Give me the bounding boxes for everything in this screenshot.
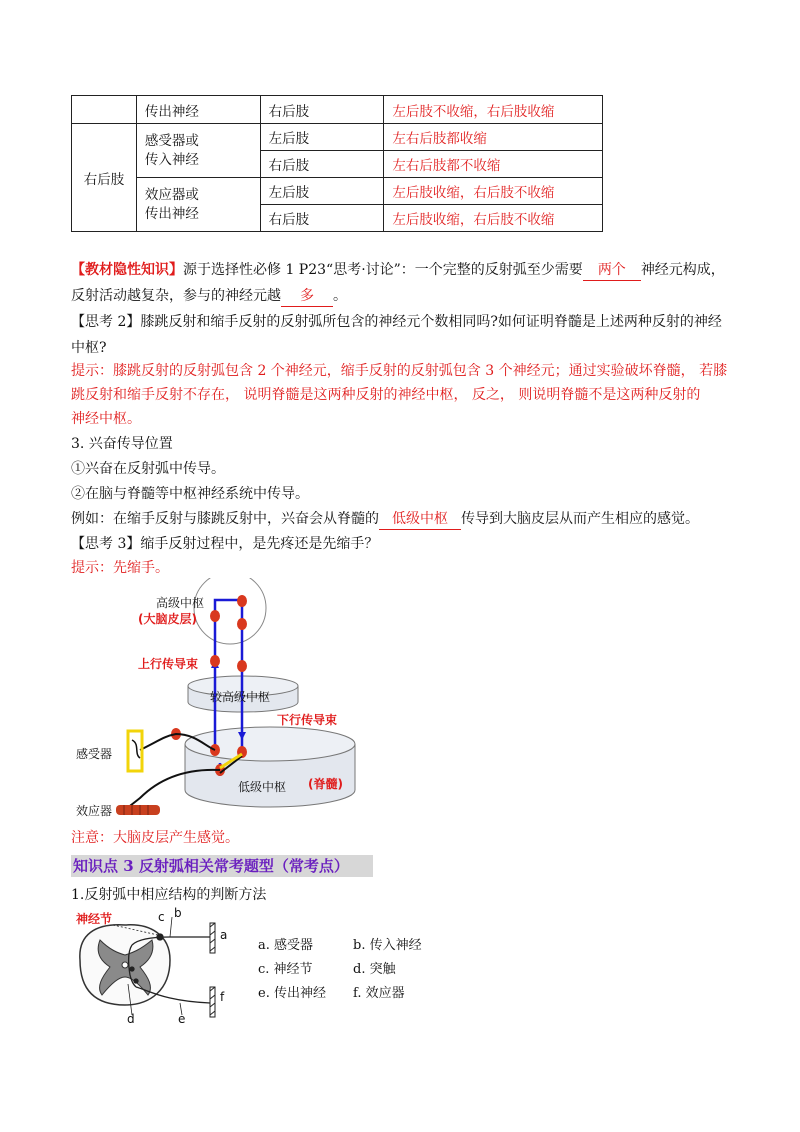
receptor-box (128, 731, 142, 771)
higher-center-label: 高级中枢 (156, 596, 205, 610)
table-cell: 右后肢 (260, 96, 384, 124)
think2-question-2: 中枢? (71, 340, 107, 356)
table-cell: 左后肢不收缩，右后肢收缩 (384, 96, 603, 124)
method-title: 1.反射弧中相应结构的判断方法 (71, 887, 267, 903)
text-span: 源于选择性必修 1 P23“思考·讨论”：一个完整的反射弧至少需要 (183, 262, 583, 278)
effector-icon (116, 805, 160, 815)
table-cell: 感受器或 传入神经 (136, 124, 260, 178)
legend-item: e. 传出神经 (258, 986, 326, 1001)
hidden-knowledge-tag: 【教材隐性知识】 (71, 262, 183, 278)
reflex-arc-diagram (70, 905, 245, 1025)
knowledge-point-banner: 知识点 3 反射弧相关常考题型（常考点） (71, 855, 373, 877)
table-cell: 右后肢 (260, 151, 384, 178)
text-span: 神经元构成， (640, 262, 725, 278)
label-a: a (220, 928, 228, 942)
legend-item: a. 感受器 (258, 938, 314, 953)
label-e: e (178, 1012, 186, 1025)
table-cell: 左后肢 (260, 124, 384, 151)
table-cell: 左右后肢都收缩 (384, 124, 603, 151)
answer-blank: 低级中枢 (379, 509, 461, 530)
think3-question: 【思考 3】缩手反射过程中，是先疼还是先缩手？ (71, 536, 379, 552)
receptor-icon (132, 740, 140, 758)
legend-item: b. 传入神经 (353, 938, 422, 953)
higher-center-circle (194, 578, 266, 644)
neural-pathway-diagram (70, 578, 360, 823)
label-c: c (158, 910, 165, 924)
ascending-label: 上行传导束 (138, 657, 199, 671)
section3-item-2: ②在脑与脊髓等中枢神经系统中传导。 (71, 486, 309, 502)
label-f: f (220, 990, 225, 1004)
text-span: 例如：在缩手反射与膝跳反射中，兴奋会从脊髓的 (71, 511, 379, 527)
effector-end (210, 987, 215, 1017)
think2-answer-1: 提示：膝跳反射的反射弧包含 2 个神经元，缩手反射的反射弧包含 3 个神经元；通过实验破坏脊髓， 若膝 (71, 363, 728, 379)
section3-title: 3. 兴奋传导位置 (71, 436, 173, 452)
text-span: 。 (333, 288, 347, 304)
table-cell: 左后肢收缩，右后肢不收缩 (384, 205, 603, 232)
table-cell: 传出神经 (136, 96, 260, 124)
section3-example (71, 509, 699, 530)
table-cell: 右后肢 (260, 205, 384, 232)
table-row (72, 96, 603, 124)
answer-blank: 多 (281, 286, 333, 307)
spinal-label: (脊髓) (308, 777, 343, 791)
table-row (72, 178, 603, 205)
descending-label: 下行传导束 (277, 713, 338, 727)
table-cell: 左后肢收缩，右后肢不收缩 (384, 178, 603, 205)
answer-blank: 两个 (583, 260, 641, 281)
effector-label: 效应器 (76, 804, 113, 818)
table-row (72, 124, 603, 151)
think3-answer: 提示：先缩手。 (71, 560, 169, 576)
table-cell: 左右后肢都不收缩 (384, 151, 603, 178)
ganglion-label: 神经节 (76, 912, 113, 926)
table-cell: 效应器或 传出神经 (136, 178, 260, 232)
b-pointer (170, 917, 172, 937)
cortex-label: (大脑皮层) (138, 612, 197, 626)
think2-question-1: 【思考 2】膝跳反射和缩手反射的反射弧所包含的神经元个数相同吗?如何证明脊髓是上述两种反射的神经 (71, 314, 722, 330)
text-span: 反射活动越复杂，参与的神经元越 (71, 288, 281, 304)
legend-item: f. 效应器 (353, 986, 405, 1001)
label-b: b (174, 906, 182, 920)
experiment-table (71, 95, 603, 232)
section3-item-1: ①兴奋在反射弧中传导。 (71, 461, 225, 477)
think2-answer-3: 神经中枢。 (71, 411, 141, 427)
note-line: 注意：大脑皮层产生感觉。 (71, 830, 239, 846)
structure-legend (258, 934, 448, 1006)
mid-center-label: 较高级中枢 (210, 690, 271, 704)
receptor-end (210, 923, 215, 953)
hidden-knowledge-line-2 (71, 286, 347, 307)
low-center-label: 低级中枢 (238, 780, 287, 794)
legend-item: c. 神经节 (258, 962, 313, 977)
hidden-knowledge-line-1 (71, 260, 725, 281)
legend-item: d. 突触 (353, 962, 396, 977)
receptor-label: 感受器 (76, 747, 113, 761)
think2-answer-2: 跳反射和缩手反射不存在， 说明脊髓是这两种反射的神经中枢， 反之， 则说明脊髓不是这两种反射的 (71, 387, 701, 403)
text-span: 传导到大脑皮层从而产生相应的感觉。 (461, 511, 699, 527)
label-d: d (127, 1012, 135, 1025)
spinal-cylinder (185, 727, 355, 807)
table-cell: 左后肢 (260, 178, 384, 205)
table-group-label: 右后肢 (72, 124, 137, 232)
central-canal (122, 962, 128, 968)
